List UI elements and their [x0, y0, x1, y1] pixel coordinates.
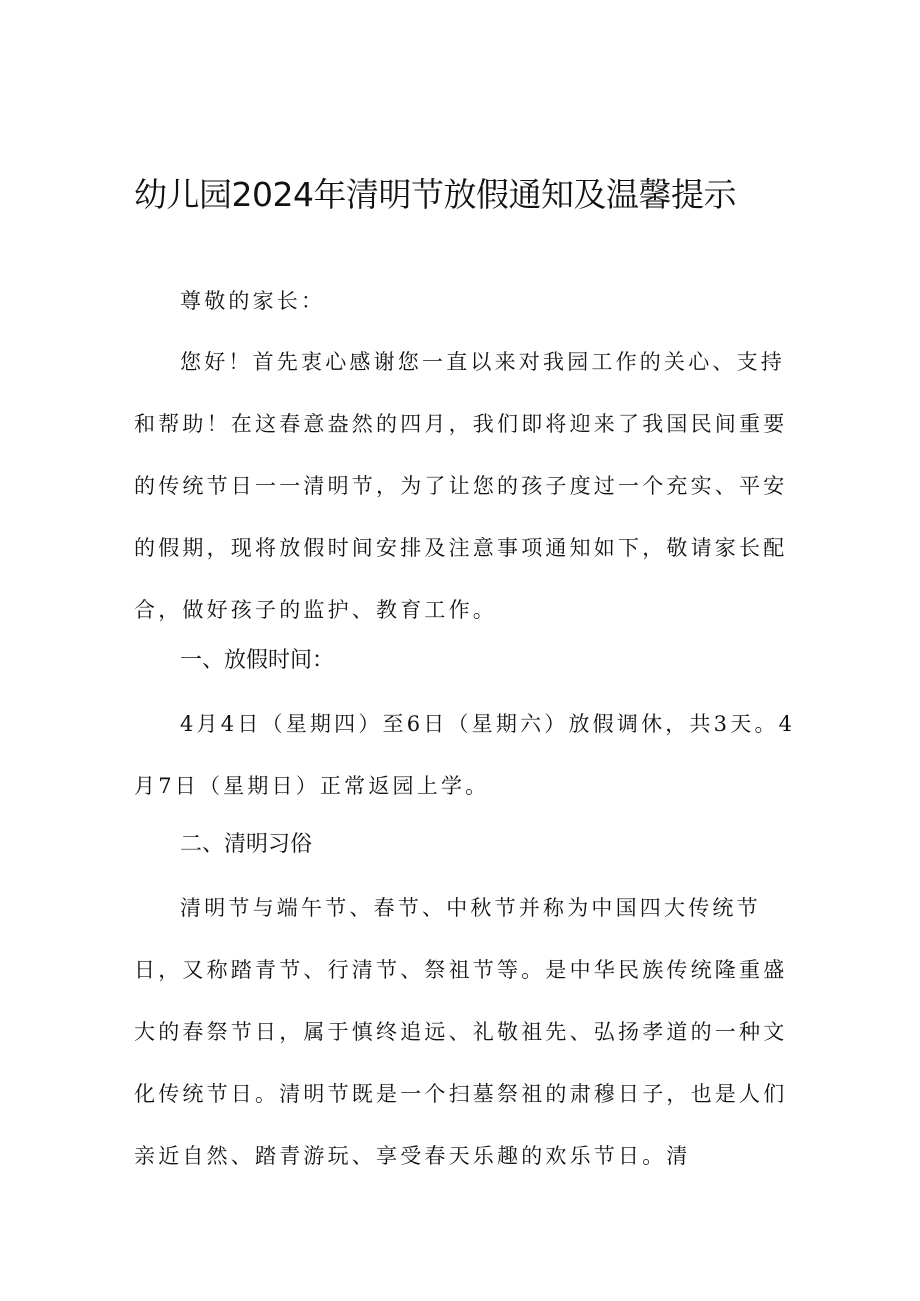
section-heading-holiday-time: 一、放假时间： — [180, 648, 335, 673]
section-heading-customs: 二、清明习俗 — [180, 832, 313, 857]
customs-paragraph: 清明节与端午节、春节、中秋节并称为中国四大传统节日，又称踏青节、行清节、祭祖节等。是中华民族传统隆重盛大的春祭节日，属于慎终追远、礼敬祖先、弘扬孝道的一种文化传统节日。清明节既是一个扫墓祭祖的肃穆日子，也是人们亲近自然、踏青游玩、享受春天乐趣的欢乐节日。清 — [134, 896, 788, 1168]
intro-paragraph: 您好！首先衷心感谢您一直以来对我园工作的关心、支持和帮助！在这春意盎然的四月，我们即将迎来了我国民间重要的传统节日一一清明节，为了让您的孩子度过一个充实、平安的假期，现将放假时间安排及注意事项通知如下，敬请家长配合，做好孩子的监护、教育工作。 — [134, 350, 788, 622]
greeting: 尊敬的家长： — [180, 289, 326, 313]
document-title: 幼儿园2024年清明节放假通知及温馨提示 — [134, 175, 736, 214]
holiday-time-paragraph: 4月4日（星期四）至6日（星期六）放假调休，共3天。4月7日（星期日）正常返园上学。 — [134, 712, 796, 798]
